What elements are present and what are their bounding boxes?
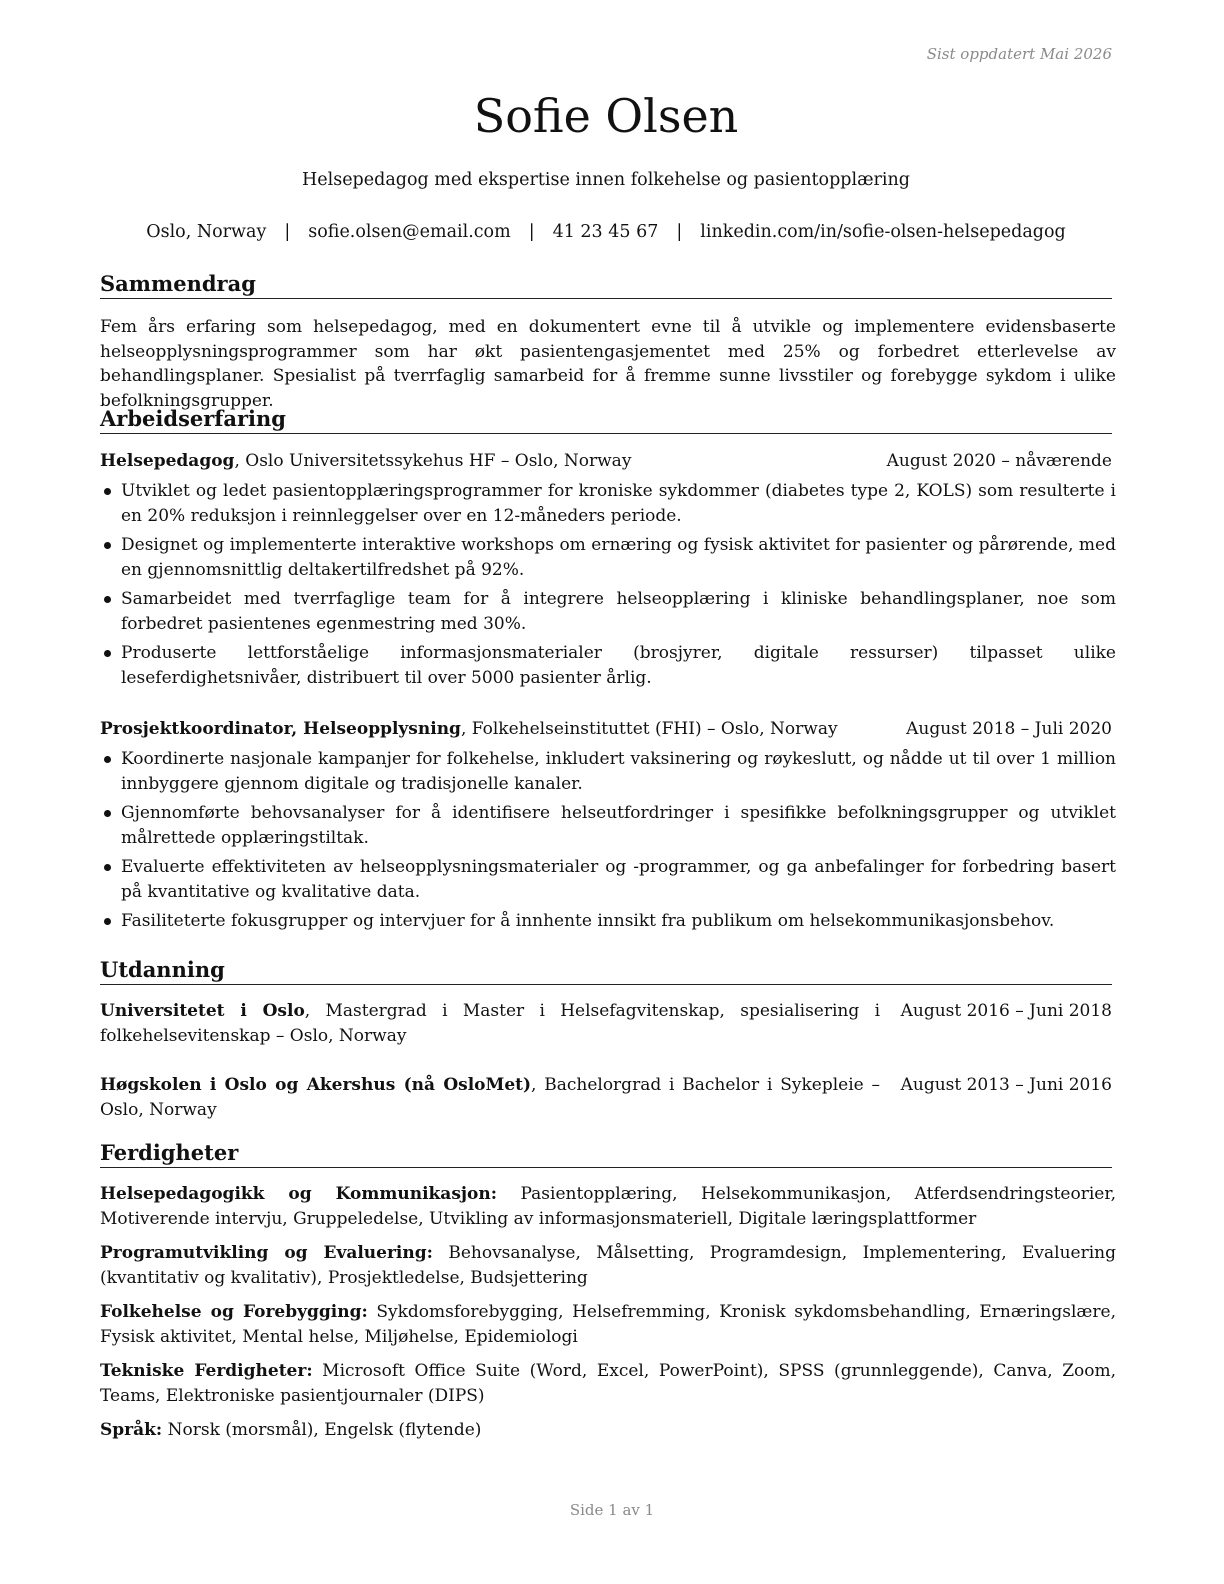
skill-text: Norsk (morsmål), Engelsk (flytende) [162, 1420, 482, 1440]
job-title: Helsepedagog [100, 451, 235, 471]
education-school: Universitetet i Oslo [100, 1001, 305, 1021]
section-heading-skills: Ferdigheter [100, 1139, 1112, 1168]
education-school-detail [100, 999, 880, 1048]
contact-separator: | [284, 222, 291, 242]
skill-label: Tekniske Ferdigheter: [100, 1361, 313, 1381]
list-item: Produserte lettforståelige informasjonsmaterialer (brosjyrer, digitale ressurser) tilpasset ulike leseferdighetsnivåer, distribuert til over 5000 pasienter årlig. [100, 641, 1116, 690]
job-dates: August 2020 – nåværende [886, 451, 1112, 471]
job-title: Prosjektkoordinator, Helseopplysning [100, 719, 461, 739]
contact-linkedin[interactable]: linkedin.com/in/sofie-olsen-helsepedagog [700, 222, 1066, 242]
section-heading-summary: Sammendrag [100, 270, 1112, 299]
job-bullets [100, 747, 1116, 939]
contact-email[interactable]: sofie.olsen@email.com [308, 222, 511, 242]
list-item: Evaluerte effektiviteten av helseopplysningsmaterialer og -programmer, og ga anbefalinger for forbedring basert på kvantitative og kvalitative data. [100, 855, 1116, 904]
last-updated: Sist oppdatert Mai 2026 [926, 45, 1112, 63]
job-org: , Oslo Universitetssykehus HF – Oslo, Norway [234, 451, 632, 471]
job-title-org [100, 717, 838, 742]
skill-group [100, 1359, 1116, 1408]
job-dates: August 2018 – Juli 2020 [906, 719, 1112, 739]
job-header [100, 717, 1112, 742]
skill-group [100, 1418, 1116, 1443]
list-item: Gjennomførte behovsanalyser for å identifisere helseutfordringer i spesifikke befolkningsgrupper og utviklet målrettede opplæringstiltak. [100, 801, 1116, 850]
contact-location: Oslo, Norway [146, 222, 267, 242]
education-detail: , Bachelorgrad i Bachelor i Sykepleie – Oslo, Norway [100, 1075, 880, 1120]
skill-group [100, 1241, 1116, 1290]
job-org: , Folkehelseinstituttet (FHI) – Oslo, Norway [460, 719, 838, 739]
skill-label: Helsepedagogikk og Kommunikasjon: [100, 1184, 498, 1204]
tagline: Helsepedagog med ekspertise innen folkehelse og pasientopplæring [302, 170, 910, 190]
list-item: Designet og implementerte interaktive workshops om ernæring og fysisk aktivitet for pasienter og pårørende, med en gjennomsnittlig deltakertilfredshet på 92%. [100, 533, 1116, 582]
list-item: Utviklet og ledet pasientopplæringsprogrammer for kroniske sykdommer (diabetes type 2, KOLS) som resulterte i en 20% reduksjon i reinnleggelser over en 12-måneders periode. [100, 479, 1116, 528]
list-item: Samarbeidet med tverrfaglige team for å integrere helseopplæring i kliniske behandlingsplaner, noe som forbedret pasientenes egenmestring med 30%. [100, 587, 1116, 636]
education-entry [100, 1073, 1112, 1122]
contact-separator: | [528, 222, 535, 242]
section-heading-education: Utdanning [100, 956, 1112, 985]
page-number: Side 1 av 1 [569, 1501, 655, 1519]
skill-label: Folkehelse og Forebygging: [100, 1302, 368, 1322]
education-entry [100, 999, 1112, 1048]
list-item: Fasiliteterte fokusgrupper og intervjuer for å innhente innsikt fra publikum om helsekommunikasjonsbehov. [100, 909, 1116, 934]
education-school: Høgskolen i Oslo og Akershus (nå OsloMet) [100, 1075, 532, 1095]
contact-phone: 41 23 45 67 [552, 222, 659, 242]
skill-group [100, 1182, 1116, 1231]
education-school-detail [100, 1073, 880, 1122]
education-dates: August 2016 – Juni 2018 [900, 1001, 1112, 1021]
contact-separator: | [676, 222, 683, 242]
skill-text: Pasientopplæring, Helsekommunikasjon, Atferdsendringsteorier, Motiverende intervju, Gruppeledelse, Utvikling av informasjonsmateriell, Digitale læringsplattformer [100, 1184, 1117, 1229]
job-title-org [100, 449, 631, 474]
education-dates: August 2013 – Juni 2016 [900, 1075, 1112, 1095]
education-detail: , Mastergrad i Master i Helsefagvitenskap, spesialisering i folkehelsevitenskap – Oslo, Norway [100, 1001, 881, 1046]
skill-group [100, 1300, 1116, 1349]
person-name: Sofie Olsen [473, 89, 739, 143]
skill-label: Programutvikling og Evaluering: [100, 1243, 433, 1263]
skill-text: Behovsanalyse, Målsetting, Programdesign, Implementering, Evaluering (kvantitativ og kvalitativ), Prosjektledelse, Budsjettering [100, 1243, 1117, 1288]
contact-line [100, 220, 1112, 244]
list-item: Koordinerte nasjonale kampanjer for folkehelse, inkludert vaksinering og røykeslutt, og nådde ut til over 1 million innbyggere gjennom digitale og tradisjonelle kanaler. [100, 747, 1116, 796]
job-header [100, 449, 1112, 474]
section-heading-experience: Arbeidserfaring [100, 405, 1112, 434]
summary-text: Fem års erfaring som helsepedagog, med en dokumentert evne til å utvikle og implementere evidensbaserte helseopplysningsprogrammer som har økt pasientengasjementet med 25% og forbedret etterlevelse av behandlingsplaner. Spesialist på tverrfaglig samarbeid for å fremme sunne livsstiler og forebygge sykdom i ulike befolkningsgrupper. [100, 317, 1116, 411]
job-bullets [100, 479, 1116, 695]
skill-text: Microsoft Office Suite (Word, Excel, PowerPoint), SPSS (grunnleggende), Canva, Zoom, Teams, Elektroniske pasientjournaler (DIPS) [100, 1361, 1116, 1406]
skill-label: Språk: [100, 1420, 163, 1440]
skill-text: Sykdomsforebygging, Helsefremming, Kronisk sykdomsbehandling, Ernæringslære, Fysisk aktivitet, Mental helse, Miljøhelse, Epidemiologi [100, 1302, 1116, 1347]
